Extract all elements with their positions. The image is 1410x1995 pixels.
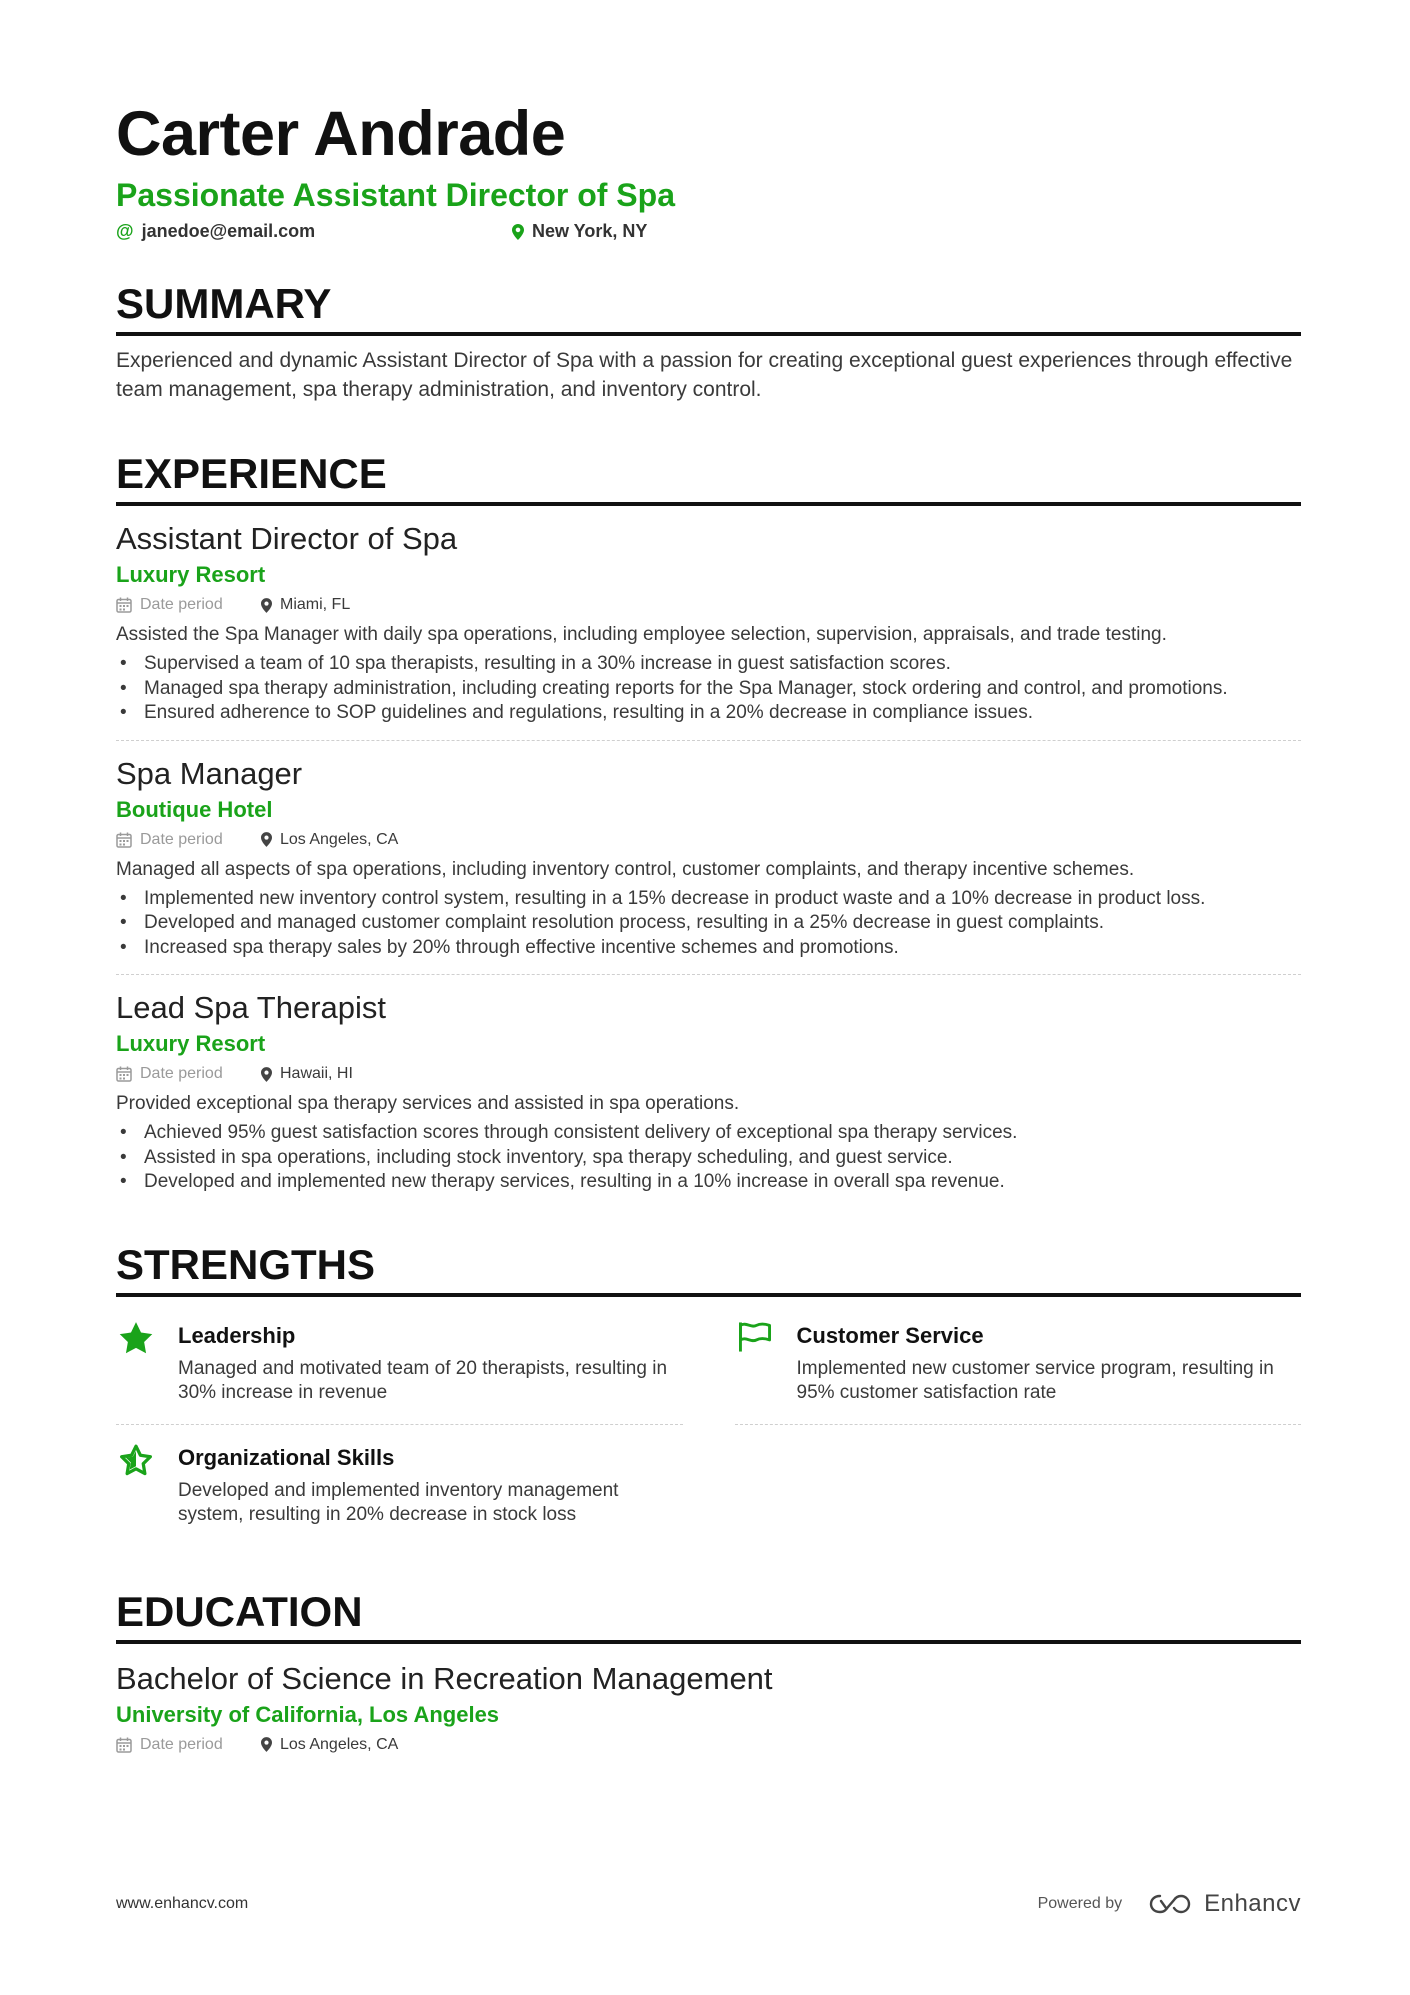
job-location-text: Hawaii, HI (280, 1065, 353, 1082)
job-description: Managed all aspects of spa operations, including inventory control, customer complaints, and therapy incentive schemes. (116, 858, 1135, 880)
job-company: Boutique Hotel (116, 796, 273, 822)
job-bullet: • Implemented new inventory control system, resulting in a 15% decrease in product waste and a 10% decrease in product loss. (116, 887, 1301, 912)
strength-description: Managed and motivated team of 20 therapists, resulting in 30% increase in revenue (178, 1357, 668, 1403)
job-date-text: Date period (140, 830, 223, 848)
experience-entry (116, 506, 1301, 741)
strength-description: Developed and implemented inventory management system, resulting in 20% decrease in stock loss (178, 1479, 619, 1525)
job-location (261, 829, 398, 851)
job-bullets (116, 1121, 1301, 1195)
experience-entry (116, 975, 1301, 1209)
strength-item (116, 1425, 683, 1546)
job-date (116, 829, 261, 851)
job-bullet: • Managed spa therapy administration, including creating reports for the Spa Manager, stock ordering and control, and promotions. (116, 677, 1301, 702)
job-date-text: Date period (140, 596, 223, 613)
footer-website-link[interactable]: www.enhancv.com (116, 1895, 249, 1912)
job-description: Assisted the Spa Manager with daily spa operations, including employee selection, supervision, appraisals, and trade testing. (116, 624, 1167, 645)
job-date-text: Date period (140, 1065, 223, 1082)
education-location-text: Los Angeles, CA (280, 1735, 399, 1753)
strengths-grid (116, 1303, 1301, 1546)
location-pin-icon (261, 1067, 272, 1082)
job-role: Spa Manager (116, 755, 303, 791)
job-date (116, 594, 261, 616)
strengths-section (116, 1239, 1301, 1546)
enhancv-brand-link[interactable] (1148, 1890, 1301, 1918)
flag-icon (737, 1321, 773, 1353)
brand-name: Enhancv (1204, 1890, 1301, 1917)
education-entry (116, 1644, 1301, 1770)
experience-entry (116, 741, 1301, 976)
job-bullets (116, 652, 1301, 726)
job-meta (116, 594, 1301, 616)
candidate-name: Carter Andrade (116, 99, 566, 169)
location-pin-icon (261, 598, 272, 613)
job-location-text: Miami, FL (280, 596, 351, 613)
contact-email[interactable] (116, 221, 512, 242)
powered-by (1038, 1890, 1301, 1918)
job-bullet: • Achieved 95% guest satisfaction scores through consistent delivery of exceptional spa therapy services. (116, 1121, 1301, 1146)
experience-section (116, 448, 1301, 1209)
location-pin-icon (261, 1737, 272, 1752)
job-date (116, 1063, 261, 1085)
education-date (116, 1734, 261, 1756)
job-bullet: • Developed and implemented new therapy services, resulting in a 10% increase in overall spa revenue. (116, 1170, 1301, 1195)
job-bullets (116, 887, 1301, 961)
enhancv-logo-icon (1148, 1892, 1194, 1916)
job-role: Lead Spa Therapist (116, 990, 387, 1025)
summary-section (116, 278, 1301, 404)
experience-title: EXPERIENCE (116, 448, 1301, 506)
education-section (116, 1586, 1301, 1770)
job-bullet: • Developed and managed customer complaint resolution process, resulting in a 25% decrease in guest complaints. (116, 911, 1301, 936)
candidate-tagline: Passionate Assistant Director of Spa (116, 177, 675, 213)
job-location (261, 594, 350, 616)
email-text: janedoe@email.com (141, 221, 316, 241)
education-date-text: Date period (140, 1735, 223, 1753)
job-meta (116, 829, 1301, 851)
at-icon: @ (116, 221, 134, 241)
calendar-icon (116, 1737, 132, 1753)
contact-row (116, 221, 1301, 242)
summary-text: Experienced and dynamic Assistant Director of Spa with a passion for creating exceptional guest experiences through effective team management, spa therapy administration, and inventory control. (116, 349, 1293, 401)
strength-title: Organizational Skills (178, 1444, 395, 1470)
calendar-icon (116, 597, 132, 613)
job-company: Luxury Resort (116, 1031, 266, 1056)
education-degree: Bachelor of Science in Recreation Management (116, 1660, 773, 1696)
education-meta (116, 1734, 1301, 1756)
page-footer (116, 1890, 1301, 1918)
strength-title: Customer Service (796, 1322, 984, 1348)
job-meta (116, 1063, 1301, 1085)
education-location (261, 1734, 398, 1756)
summary-title: SUMMARY (116, 278, 1301, 336)
star-filled-icon (118, 1321, 154, 1355)
powered-by-label: Powered by (1037, 1895, 1123, 1912)
job-role: Assistant Director of Spa (116, 521, 458, 556)
strengths-title: STRENGTHS (116, 1239, 1301, 1297)
job-company: Luxury Resort (116, 562, 266, 587)
job-description: Provided exceptional spa therapy services and assisted in spa operations. (116, 1093, 740, 1114)
education-school: University of California, Los Angeles (116, 1701, 500, 1727)
strength-item (735, 1303, 1302, 1425)
strength-item (116, 1303, 683, 1425)
contact-location (512, 221, 647, 242)
job-location (261, 1063, 353, 1085)
job-bullet: • Increased spa therapy sales by 20% through effective incentive schemes and promotions. (116, 936, 1301, 961)
calendar-icon (116, 1066, 132, 1082)
job-location-text: Los Angeles, CA (280, 830, 399, 848)
education-title: EDUCATION (116, 1586, 1301, 1644)
location-text: New York, NY (532, 221, 648, 241)
job-bullet: • Ensured adherence to SOP guidelines and regulations, resulting in a 20% decrease in compliance issues. (116, 701, 1301, 726)
star-outline-icon (118, 1443, 154, 1477)
job-bullet: • Assisted in spa operations, including stock inventory, spa therapy scheduling, and guest service. (116, 1146, 1301, 1171)
location-pin-icon (512, 224, 524, 240)
job-bullet: • Supervised a team of 10 spa therapists, resulting in a 30% increase in guest satisfaction scores. (116, 652, 1301, 677)
calendar-icon (116, 832, 132, 848)
location-pin-icon (261, 832, 272, 847)
strength-title: Leadership (178, 1322, 296, 1348)
strength-description: Implemented new customer service program, resulting in 95% customer satisfaction rate (796, 1357, 1274, 1403)
